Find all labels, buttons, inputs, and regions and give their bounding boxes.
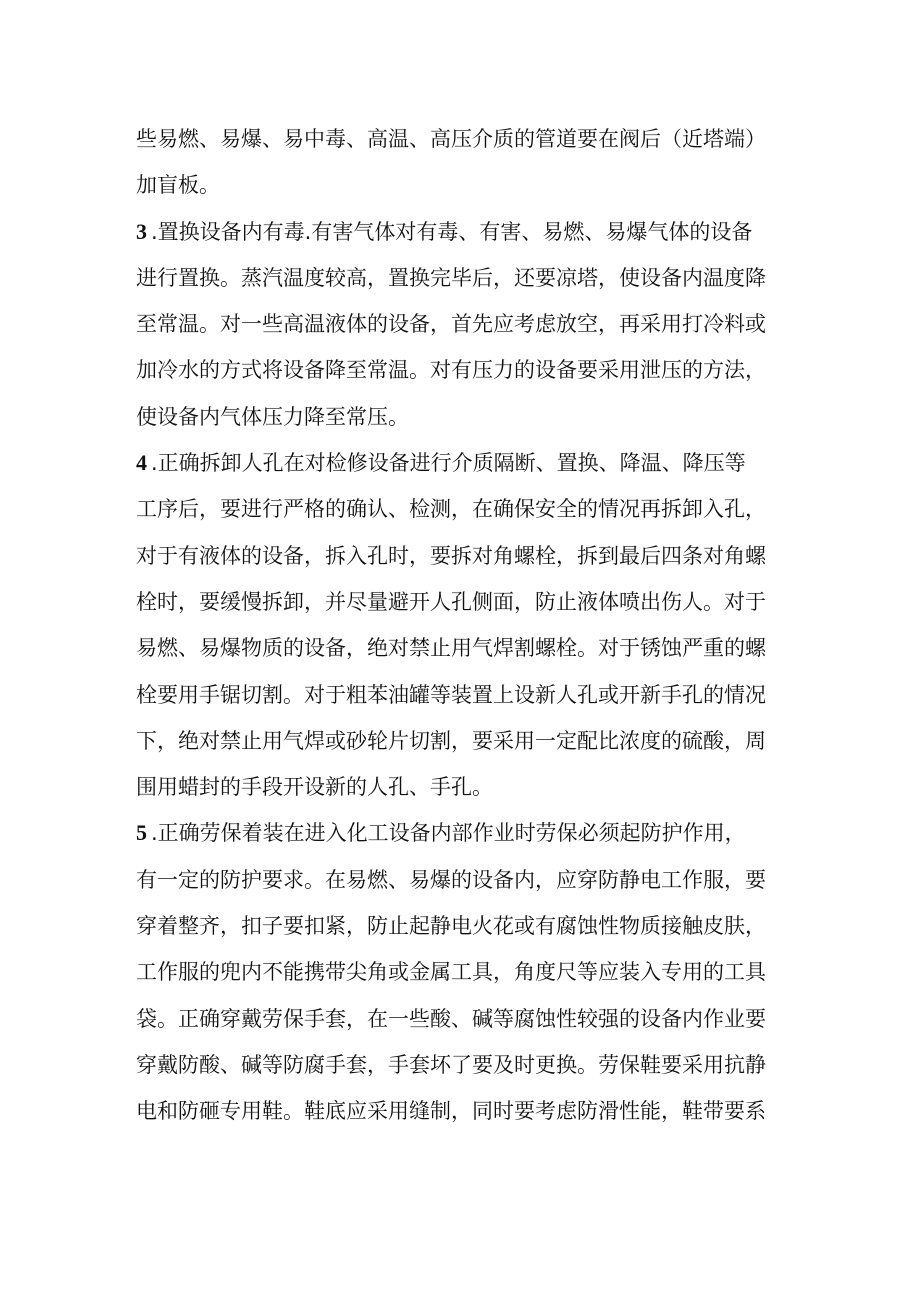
text-line — [136, 486, 796, 532]
line-text: 栓时，要缓慢拆卸，并尽量避开人孔侧面，防止液体喷出伤人。对于 — [136, 589, 766, 614]
text-line — [136, 579, 796, 625]
line-text: 有一定的防护要求。在易燃、易爆的设备内，应穿防静电工作服，要 — [136, 867, 766, 892]
text-line — [136, 949, 796, 995]
line-text: 袋。正确穿戴劳保手套，在一些酸、碱等腐蚀性较强的设备内作业要 — [136, 1006, 766, 1031]
line-text: 些易燃、易爆、易中毒、高温、高压介质的管道要在阀后（近塔端） — [136, 127, 766, 151]
text-line — [136, 1042, 796, 1088]
text-line — [136, 764, 796, 810]
line-text: 围用蜡封的手段开设新的人孔、手孔。 — [136, 775, 493, 800]
text-line — [136, 533, 796, 579]
line-text: 易燃、易爆物质的设备，绝对禁止用气焊割螺栓。对于锈蚀严重的螺 — [136, 636, 766, 661]
text-line — [136, 810, 796, 856]
text-line — [136, 162, 796, 208]
line-text: 加冷水的方式将设备降至常温。对有压力的设备要采用泄压的方法， — [136, 358, 766, 383]
text-line — [136, 996, 796, 1042]
text-line — [136, 625, 796, 671]
text-line — [136, 857, 796, 903]
text-line — [136, 116, 796, 162]
section-number: 5 — [136, 820, 147, 846]
line-text: 使设备内气体压力降至常压。 — [136, 404, 409, 429]
text-line — [136, 394, 796, 440]
text-line — [136, 209, 796, 255]
line-text: 栓要用手锯切割。对于粗苯油罐等装置上设新人孔或开新手孔的情况 — [136, 682, 766, 707]
line-text: .置换设备内有毒.有害气体对有毒、有害、易燃、易爆气体的设备 — [151, 219, 753, 244]
line-text: .正确劳保着装在进入化工设备内部作业时劳保必须起防护作用， — [151, 821, 746, 846]
text-line — [136, 440, 796, 486]
section-number: 3 — [136, 218, 147, 244]
line-text: 下，绝对禁止用气焊或砂轮片切割，要采用一定配比浓度的硫酸，周 — [136, 728, 766, 753]
text-line — [136, 255, 796, 301]
line-text: 工序后，要进行严格的确认、检测，在确保安全的情况再拆卸入孔， — [136, 497, 766, 522]
line-text: 工作服的兜内不能携带尖角或金属工具，角度尺等应装入专用的工具 — [136, 960, 766, 985]
line-text: 穿着整齐，扣子要扣紧，防止起静电火花或有腐蚀性物质接触皮肤， — [136, 914, 766, 939]
text-line — [136, 672, 796, 718]
section-number: 4 — [136, 450, 147, 476]
line-text: 对于有液体的设备，拆入孔时，要拆对角螺栓，拆到最后四条对角螺 — [136, 543, 766, 568]
line-text: .正确拆卸人孔在对检修设备进行介质隔断、置换、降温、降压等 — [151, 451, 746, 476]
text-line — [136, 347, 796, 393]
text-line — [136, 301, 796, 347]
line-text: 加盲板。 — [136, 173, 220, 198]
text-line — [136, 903, 796, 949]
line-text: 至常温。对一些高温液体的设备，首先应考虑放空，再采用打冷料或 — [136, 312, 766, 337]
text-line — [136, 1088, 796, 1134]
text-line — [136, 718, 796, 764]
body-text — [136, 116, 796, 1135]
line-text: 进行置换。蒸汽温度较高，置换完毕后，还要凉塔，使设备内温度降 — [136, 265, 766, 290]
line-text: 电和防砸专用鞋。鞋底应采用缝制，同时要考虑防滑性能，鞋带要系 — [136, 1099, 766, 1124]
line-text: 穿戴防酸、碱等防腐手套，手套坏了要及时更换。劳保鞋要采用抗静 — [136, 1052, 766, 1077]
